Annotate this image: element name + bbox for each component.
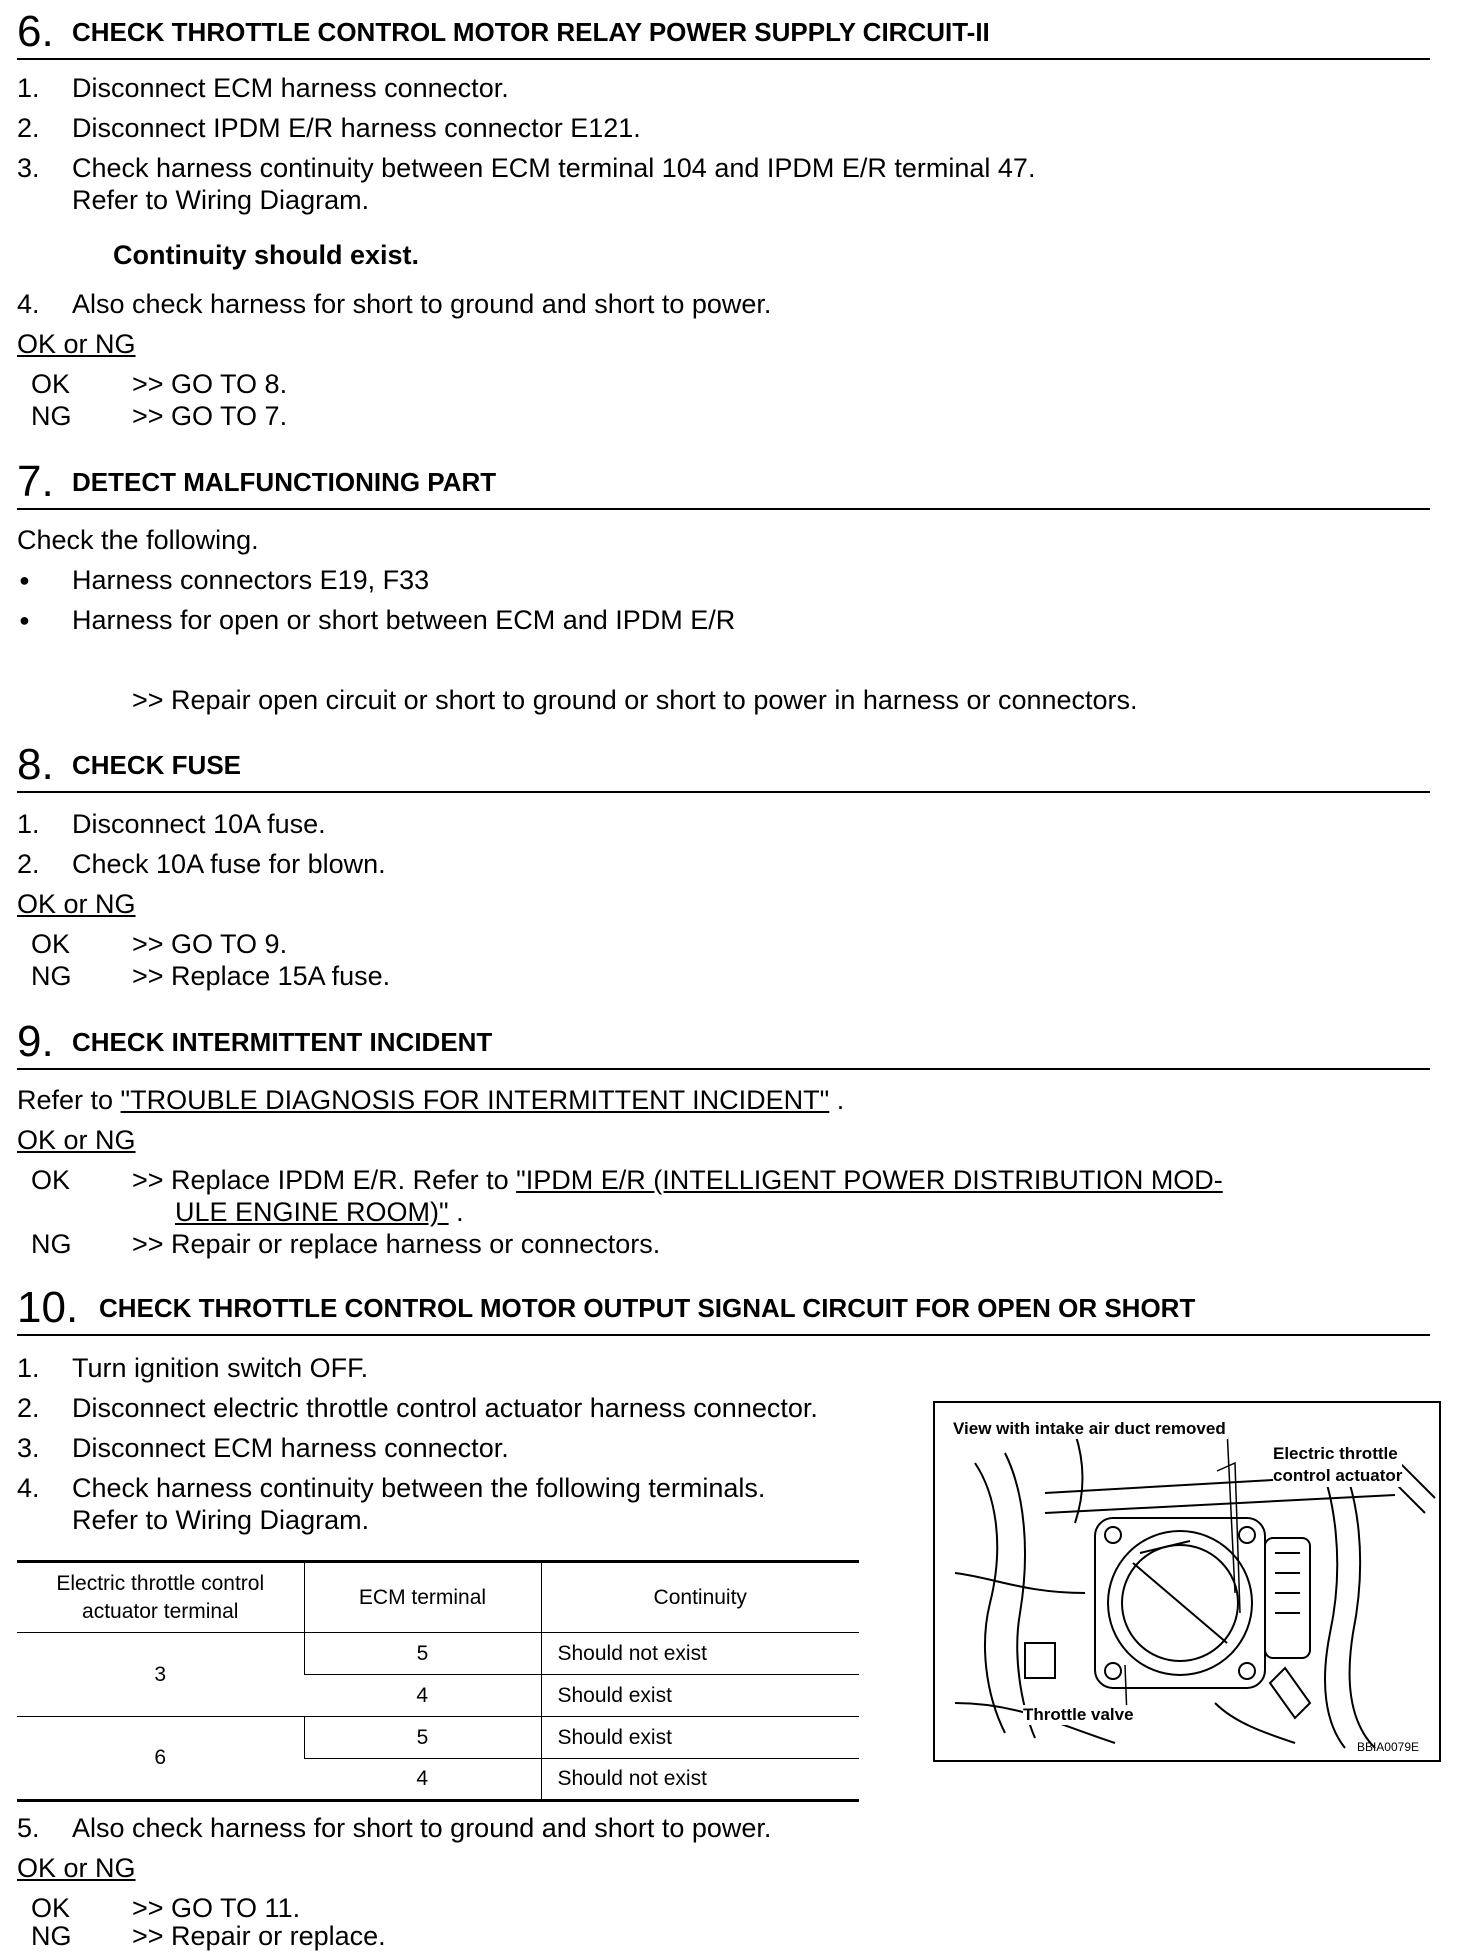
continuity-table xyxy=(17,1560,859,1802)
bullet-icon: ● xyxy=(19,610,30,630)
section-8-number: 8. xyxy=(17,740,54,789)
section-6-number: 6. xyxy=(17,7,54,56)
ipdm-link[interactable]: "IPDM E/R (INTELLIGENT POWER DISTRIBUTION MOD- xyxy=(516,1165,1223,1195)
section-8-title: CHECK FUSE xyxy=(72,750,242,780)
section-10-number: 10. xyxy=(17,1283,79,1332)
sec7-intro: Check the following. xyxy=(17,525,259,555)
figure-code: BBIA0079E xyxy=(1356,1740,1419,1754)
throttle-actuator-figure xyxy=(933,1401,1441,1762)
cell-ecm-terminal: 4 xyxy=(416,1767,429,1790)
section-10-header xyxy=(17,1276,1430,1336)
cell-continuity: Should exist xyxy=(541,1717,859,1759)
cell-continuity: Should exist xyxy=(541,1675,859,1717)
sec10-ok-or-ng: OK or NG xyxy=(17,1853,136,1883)
ipdm-link-cont[interactable]: ULE ENGINE ROOM)" xyxy=(175,1197,449,1227)
sec7-action: >> Repair open circuit or short to ground or short to power in harness or connectors. xyxy=(132,685,1138,715)
header-actuator-terminal: Electric throttle control actuator terminal xyxy=(17,1562,304,1633)
cell-ecm-terminal: 4 xyxy=(304,1675,541,1717)
section-9-title: CHECK INTERMITTENT INCIDENT xyxy=(72,1027,493,1057)
header-ecm-terminal: ECM terminal xyxy=(304,1562,541,1633)
sec9-refer: Refer to "TROUBLE DIAGNOSIS FOR INTERMITTENT INCIDENT" . xyxy=(17,1085,845,1115)
cell-ecm-terminal: 5 xyxy=(304,1717,541,1759)
header-continuity: Continuity xyxy=(541,1562,859,1633)
section-6-title: CHECK THROTTLE CONTROL MOTOR RELAY POWER SUPPLY CIRCUIT-II xyxy=(72,17,990,47)
cell-actuator-terminal: 6 xyxy=(154,1746,167,1769)
figure-caption: View with intake air duct removed xyxy=(953,1419,1226,1438)
cell-actuator-terminal: 3 xyxy=(17,1633,304,1717)
bullet-icon: ● xyxy=(19,570,30,590)
section-7-title: DETECT MALFUNCTIONING PART xyxy=(72,467,497,497)
cell-continuity: Should not exist xyxy=(541,1633,859,1675)
sec8-ok-or-ng: OK or NG xyxy=(17,889,136,919)
sec6-note: Continuity should exist. xyxy=(113,240,420,270)
section-7-header xyxy=(17,450,1430,510)
cell-continuity: Should not exist xyxy=(541,1759,859,1801)
sec6-ok-or-ng: OK or NG xyxy=(17,329,136,359)
intermittent-incident-link[interactable]: "TROUBLE DIAGNOSIS FOR INTERMITTENT INCIDENT" xyxy=(120,1085,830,1115)
section-10-title: CHECK THROTTLE CONTROL MOTOR OUTPUT SIGNAL CIRCUIT FOR OPEN OR SHORT xyxy=(99,1293,1196,1323)
cell-ecm-terminal: 5 xyxy=(304,1633,541,1675)
section-9-number: 9. xyxy=(17,1017,54,1066)
section-9-header xyxy=(17,1010,1430,1070)
section-6-header xyxy=(17,0,1430,60)
table-row xyxy=(17,1717,859,1759)
sec9-ok-or-ng: OK or NG xyxy=(17,1125,136,1155)
table-row xyxy=(17,1633,859,1675)
section-7-number: 7. xyxy=(17,457,54,506)
label-electric-throttle-control-actuator: Electric throttle control actuator xyxy=(1273,1444,1403,1485)
label-throttle-valve: Throttle valve xyxy=(1023,1705,1134,1724)
section-8-header xyxy=(17,733,1430,793)
